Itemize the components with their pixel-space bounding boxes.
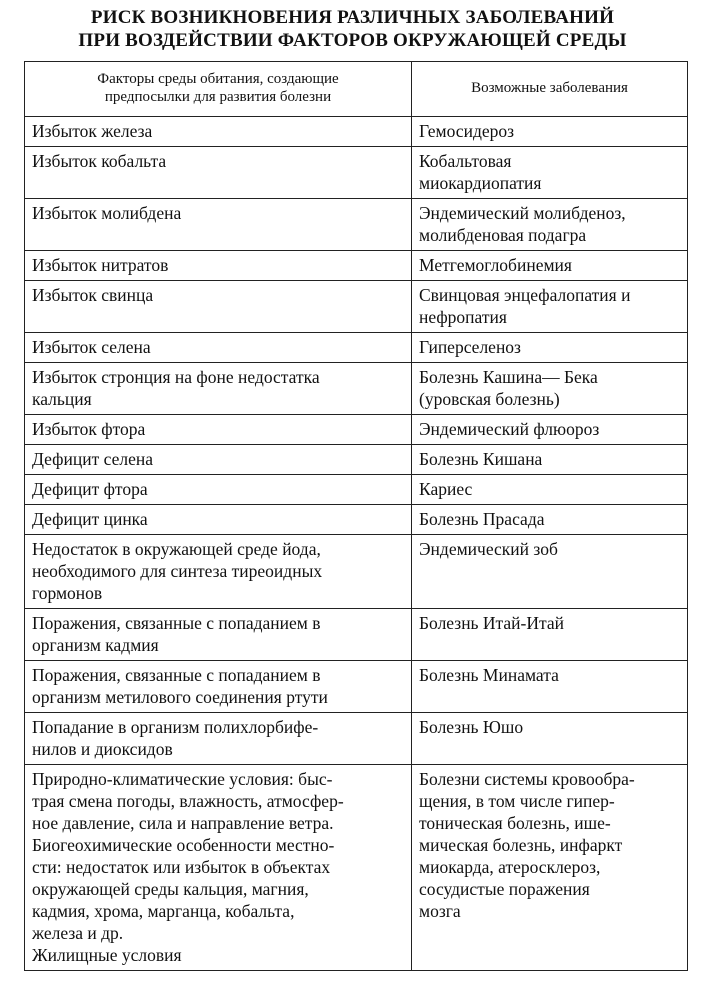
disease-text: Кариес — [419, 479, 473, 499]
table-row — [25, 609, 688, 661]
table-row — [25, 535, 688, 609]
factor-cell — [25, 765, 412, 971]
table-row — [25, 199, 688, 251]
header-diseases: Возможные заболевания — [412, 62, 688, 117]
table-row — [25, 765, 688, 971]
disease-risk-table — [24, 61, 688, 971]
factor-cell — [25, 713, 412, 765]
factor-cell — [25, 199, 412, 251]
title-line-2: ПРИ ВОЗДЕЙСТВИИ ФАКТОРОВ ОКРУЖАЮЩЕЙ СРЕДЫ — [78, 30, 627, 51]
factor-cell — [25, 251, 412, 281]
disease-text: Болезнь Кашина— Бека (уровская болезнь) — [419, 367, 598, 409]
factor-text: Избыток кобальта — [32, 151, 167, 171]
factor-text: Дефицит селена — [32, 449, 153, 469]
disease-text: Эндемический флюороз — [419, 419, 600, 439]
table-header-row — [25, 62, 688, 117]
disease-text: Болезни системы кровообра- щения, в том числе гипер- тоническая болезнь, ише- мическая болезнь, инфаркт миокарда, атеросклероз, сосудистые поражения мозга — [419, 769, 635, 921]
factor-cell — [25, 609, 412, 661]
disease-text: Болезнь Юшо — [419, 717, 524, 737]
disease-text: Болезнь Прасада — [419, 509, 545, 529]
table-row — [25, 147, 688, 199]
factor-cell — [25, 147, 412, 199]
disease-cell — [412, 609, 688, 661]
table-row — [25, 713, 688, 765]
disease-cell — [412, 117, 688, 147]
factor-cell — [25, 661, 412, 713]
disease-cell — [412, 661, 688, 713]
table-row — [25, 363, 688, 415]
factor-text: Избыток селена — [32, 337, 151, 357]
disease-text: Болезнь Минамата — [419, 665, 559, 685]
disease-text: Болезнь Итай-Итай — [419, 613, 565, 633]
factor-cell — [25, 535, 412, 609]
factor-text: Избыток фтора — [32, 419, 146, 439]
factor-text: Избыток железа — [32, 121, 153, 141]
table-row — [25, 415, 688, 445]
disease-cell — [412, 333, 688, 363]
factor-cell — [25, 475, 412, 505]
disease-cell — [412, 505, 688, 535]
table-row — [25, 251, 688, 281]
factor-text: Дефицит фтора — [32, 479, 148, 499]
disease-text: Кобальтовая миокардиопатия — [419, 151, 542, 193]
table-row — [25, 475, 688, 505]
factor-cell — [25, 333, 412, 363]
factor-text: Поражения, связанные с попаданием в организм кадмия — [32, 613, 321, 655]
disease-cell — [412, 713, 688, 765]
factor-text: Природно-климатические условия: быс- трая смена погоды, влажность, атмосфер- ное давление, сила и направление ветра. Биогеохимические особенности местно- сти: недостаток или избыток в объектах окружающей среды кальция, магния, кадмия, хрома, марганца, кобальта, железа и др. Жилищные условия — [32, 769, 344, 965]
document-title — [0, 6, 705, 52]
disease-text: Эндемический зоб — [419, 539, 558, 559]
disease-text: Болезнь Кишана — [419, 449, 543, 469]
factor-text: Попадание в организм полихлорбифе- нилов и диоксидов — [32, 717, 319, 759]
table-row — [25, 505, 688, 535]
factor-cell — [25, 445, 412, 475]
factor-cell — [25, 363, 412, 415]
table-row — [25, 281, 688, 333]
title-line-1: РИСК ВОЗНИКНОВЕНИЯ РАЗЛИЧНЫХ ЗАБОЛЕВАНИЙ — [90, 7, 615, 28]
disease-cell — [412, 415, 688, 445]
disease-cell — [412, 535, 688, 609]
table-row — [25, 333, 688, 363]
disease-cell — [412, 445, 688, 475]
disease-text: Гемосидероз — [419, 121, 515, 141]
factor-text: Избыток молибдена — [32, 203, 182, 223]
disease-cell — [412, 281, 688, 333]
table-row — [25, 661, 688, 713]
disease-text: Свинцовая энцефалопатия и нефропатия — [419, 285, 631, 327]
disease-cell — [412, 199, 688, 251]
disease-cell — [412, 363, 688, 415]
disease-cell — [412, 765, 688, 971]
disease-text: Эндемический молибденоз, молибденовая подагра — [419, 203, 626, 245]
table-row — [25, 445, 688, 475]
factor-cell — [25, 117, 412, 147]
disease-text: Гиперселеноз — [419, 337, 521, 357]
disease-cell — [412, 251, 688, 281]
factor-text: Избыток стронция на фоне недостатка кальция — [32, 367, 320, 409]
factor-text: Дефицит цинка — [32, 509, 148, 529]
factor-cell — [25, 505, 412, 535]
factor-text: Избыток свинца — [32, 285, 154, 305]
header-factors: Факторы среды обитания, создающие предпосылки для развития болезни — [25, 62, 412, 117]
factor-cell — [25, 415, 412, 445]
table-row — [25, 117, 688, 147]
factor-text: Недостаток в окружающей среде йода, необходимого для синтеза тиреоидных гормонов — [32, 539, 323, 603]
factor-text: Поражения, связанные с попаданием в организм метилового соединения ртути — [32, 665, 328, 707]
disease-text: Метгемоглобинемия — [419, 255, 572, 275]
factor-cell — [25, 281, 412, 333]
factor-text: Избыток нитратов — [32, 255, 169, 275]
disease-cell — [412, 475, 688, 505]
disease-cell — [412, 147, 688, 199]
